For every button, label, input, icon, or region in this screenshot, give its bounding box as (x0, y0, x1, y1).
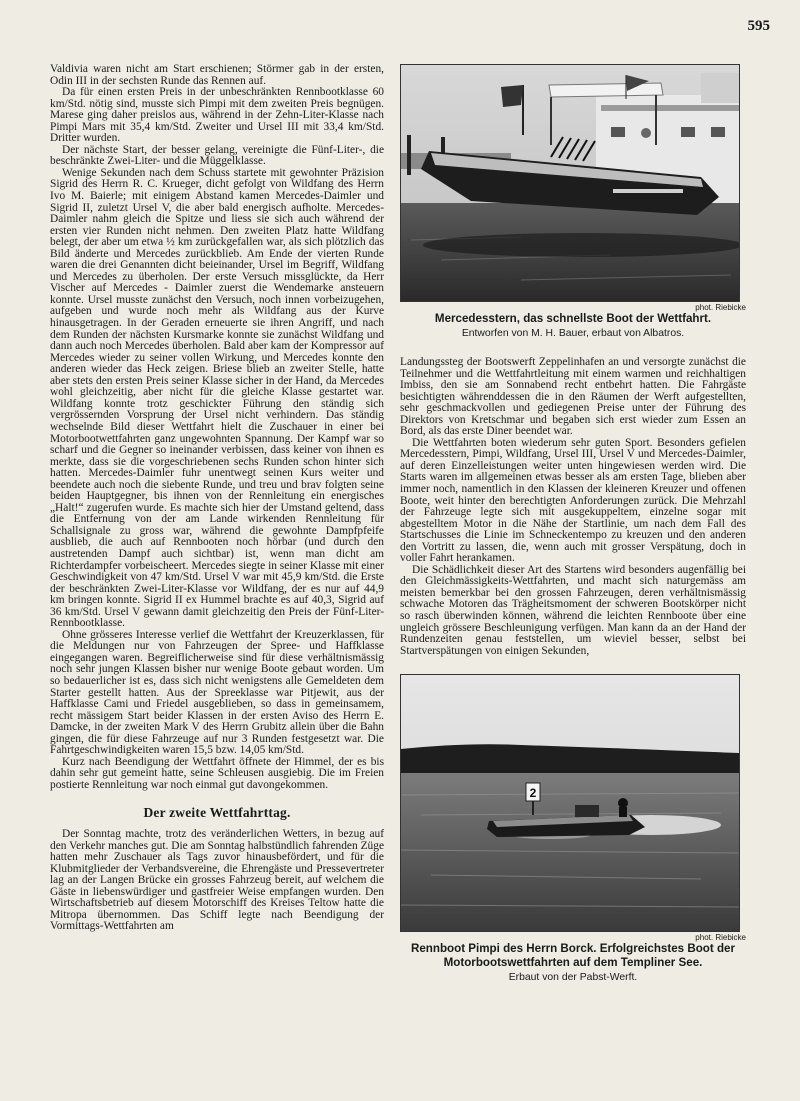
right-text (400, 357, 746, 657)
paragraph: Landungssteg der Bootswerft Zeppelinhafen an und versorgte zunächst die Teilnehmer und die Wettfahrtleitung mit einem warmen und reichhaltigen Imbiss, den sie am Sonnabend recht entbehrt hatten. Die Fahrgäste besichtigten währenddessen die in den Räumen der Werft aufgestellten, sehr geschmackvollen und gediegenen Preise unter der Führung des Direktors von Kretschmar und begaben sich erst wieder zum Essen an Bord, als das erste Diner beendet war. (400, 356, 746, 438)
paragraph: Der Sonntag machte, trotz des veränderlichen Wetters, in bezug auf den Verkehr manches gut. Die am Sonntag halbstündlich fahrenden Züge hatten mehr Zuschauer als Tags zuvor hinausbefördert, und für die Klubmitglieder der Verbandsvereine, die Ehrengäste und Pressevertreter lag an der Langen Brücke ein grosses Fahrzeug bereit, auf welchem die Gäste in liebenswürdiger und gastfreier Weise empfangen wurden. Den Wirtschaftsbetrieb auf diesem Motorschiff des Kreises Teltow hatte die Mitropa übernommen. Das Schiff legte nach Beendigung der Vormittags-Wettfahrten am (50, 828, 384, 933)
photo-credit: phot. Riebicke (695, 303, 746, 312)
page-number: 595 (747, 18, 770, 34)
paragraph: Die Schädlichkeit dieser Art des Startens wird besonders augenfällig bei den Gleichmässigkeits-Wettfahrten, und macht sich naturgemäss am meisten bemerkbar bei den grossen Fahrzeugen, deren verhältnismässig schwache Motoren das Trägheitsmoment der schweren Bootskörper nicht so rasch überwinden können, während die leichten Rennboote über eine ungleich grössere Beschleunigung verfügen. Man kann da an der Hand der Rundenzeiten genau feststellen, um wieviel besser, selbst bei Startverspätungen von einigen Sekunden, (400, 563, 746, 657)
figure-caption-line2: Motorbootswettfahrten auf dem Templiner See. (443, 956, 703, 970)
photo-credit: phot. Riebicke (695, 933, 746, 943)
figure-subcaption: Erbaut von der Pabst-Werft. (508, 972, 638, 984)
racing-boat-illustration (401, 675, 739, 931)
paragraph: Der nächste Start, der besser gelang, vereinigte die Fünf-Liter-, die beschränkte Zwei-Liter- und die Müggelklasse. (50, 143, 384, 168)
figure-caption-line1: Rennboot Pimpi des Herrn Borck. Erfolgreichstes Boot der (410, 942, 736, 956)
figure-subcaption: Entworfen von M. H. Bauer, erbaut von Albatros. (461, 328, 685, 339)
paragraph: Da für einen ersten Preis in der unbeschränkten Rennbootklasse 60 km/Std. nötig sind, musste sich Pimpi mit dem zweiten Preis begnügen. Marese ging daher preislos aus, während in der Zehn-Liter-Klasse nach Pimpi Mars mit 35,4 km/Std. Zweiter und Ursel III mit 33,4 km/Std. Dritter wurden. (50, 86, 384, 145)
paragraph: Wenige Sekunden nach dem Schuss startete mit gewohnter Präzision Sigrid des Herrn R. C. Krueger, dicht gefolgt von Wildfang des Herrn Ivo M. Baierle; mit einigem Abstand kamen Mercedes-Daimler und Sigrid II, zuletzt Ursel V, die aber bald energisch aufholte. Mercedes-Daimler nahm gleich die Spitze und liess sie sich auch während der ersten vier Runden nicht nehmen. Den zweiten Platz hatte Wildfang belegt, der aber um etwa ½ km zurückgefallen war, als sich plötzlich das Bild änderte und Mercedes zurückblieb. Am Ende der vierten Runde waren die drei Genannten dicht beieinander, Ursel im Begriff, Wildfang und Mercedes zu überholen. Der erste Versuch missglückte, da Herr Vischer auf Mercedes - Daimler zuerst die Wendemarke ansteuern konnte. Ursel musste zunächst den Versuch, noch innen vorbeizugehen, aufgeben und wurde noch mehr als Wildfang aus der Kurve hinausgetragen. In der Geraden erneuerte sie ihren Angriff, und nach dem Runden der nächsten Kursmarke konnte sie zunächst Wildfang und dann auch noch Mercedes überholen. Bald aber kam der Kompressor auf Mercedes wieder zu seiner vollen Wirkung, und Mercedes konnte den anderen wieder das Heck zeigen. Briese blieb an zweiter Stelle, hatte aber stets den ersten Preis seiner Klasse sicher in der Hand, da Mercedes wohl gleichzeitig, aber nicht für die gleiche Klasse gestartet war. Wildfang konnte trotz geschickter Führung den ständig sich vergrössernden Vorsprung der Ursel nicht verhindern. Das ständig wechselnde Bild dieser Wettfahrt hielt die Zuschauer in einer bei Motorbootwettfahrten ganz ungewohnten Spannung. Der Kampf war so scharf und die Gegner so ineinander verbissen, dass keiner von ihnen es merkte, dass sie die vorgeschriebenen sechs Runden schon hinter sich hatten. Mercedes-Daimler fuhr unentwegt seinen Kurs weiter und beendete auch noch die siebente Runde, und treu und brav folgten seine beiden Hauptgegner, bis ihnen von der Rennleitung ein energisches „Halt!“ zugerufen wurde. Es machte sich hier der Umstand geltend, dass die Entfernung von der am Lande wirkenden Rennleitung für Schallsignale zu gross war, während die gewohnte Dampfpfeife ausblieb, die auch auf Rennbooten noch hörbar (und durch den austretenden Dampf auch sichtbar) ist, wenn man dicht am Richterdampfer vorbeischeert. Mercedes siegte in seiner Klasse mit einer Geschwindigkeit von 47 km/Std. Ursel V war mit 45,9 km/Std. die Erste der beschränkten Zwei-Liter-Klasse vor Wildfang, der es nur auf 44,9 km bringen konnte. Sigrid II ex Hummel brachte es auf 40,3, Sigrid auf 36 km/Std. Ursel V gewann damit gleichzeitig den Preis der Fünf-Liter-Rennbootklasse. (50, 166, 384, 630)
paragraph: Valdivia waren nicht am Start erschienen; Störmer gab in der ersten, Odin III in der sechsten Runde das Rennen auf. (50, 63, 384, 87)
right-column (400, 64, 746, 984)
paragraph: Kurz nach Beendigung der Wettfahrt öffnete der Himmel, der es bis dahin sehr gut gemeint hatte, seine Schleusen ausgiebig. Die im Freien postierte Rennleitung war noch einmal gut davongekommen. (50, 755, 384, 791)
left-column (50, 64, 384, 933)
paragraph: Die Wettfahrten boten wiederum sehr guten Sport. Besonders gefielen Mercedesstern, Pimpi, Wildfang, Ursel III, Ursel V und Mercedes-Daimler, auf deren Einzelleistungen weiter unten hingewiesen werden wird. Die Starts waren im allgemeinen etwas besser als am ersten Tage, blieben aber immer noch, namentlich in den Klassen der kleineren Kreuzer und offenen Boote, weit hinter den berechtigten Anforderungen zurück. Die Mehrzahl der Fahrzeuge legte sich mit ausgekuppeltem, einzelne sogar mit abgestelltem Motor in die Nähe der Startlinie, um nach dem Fall des Startschusses die Linie im Schneckentempo zu kreuzen und den anderen den Vortritt zu lassen, die, wenn auch mit grosser Verspätung, doch in voller Fahrt herankamen. (400, 436, 746, 565)
figure-caption: Mercedesstern, das schnellste Boot der Wettfahrt. (434, 312, 712, 325)
photo-mercedesstern (400, 64, 740, 302)
boat-number: 2 (529, 786, 537, 801)
paragraph: Ohne grösseres Interesse verlief die Wettfahrt der Kreuzerklassen, für die Meldungen nur von Fahrzeugen der Spree- und Haffklasse eingegangen waren. Begreiflicherweise sind für diese verhältnismässig noch sehr jungen Klassen bisher nur wenige Boote gebaut worden. Um so bedauerlicher ist es, dass sich nicht wenigstens alle Gemeldeten dem Starter gestellt hatten. Aus der Spreeklasse war Pitjewit, aus der Haffklasse Cami und Friedel ausgeblieben, so dass in gemeinsamem, recht mässigem Start beider Klassen in der ersten Aviso des Herrn E. Damcke, in der zweiten Mark V des Herrn Grubitz allein über die Bahn gingen, die für diese Fahrzeuge auf nur 3 Runden festgesetzt war. Die Fahrtgeschwindigkeiten waren 15,5 bzw. 14,05 km/Std. (50, 628, 384, 757)
photo-pimpi (400, 674, 740, 932)
section-heading: Der zweite Wettfahrttag. (143, 805, 291, 821)
boat-harbor-illustration (401, 65, 739, 301)
